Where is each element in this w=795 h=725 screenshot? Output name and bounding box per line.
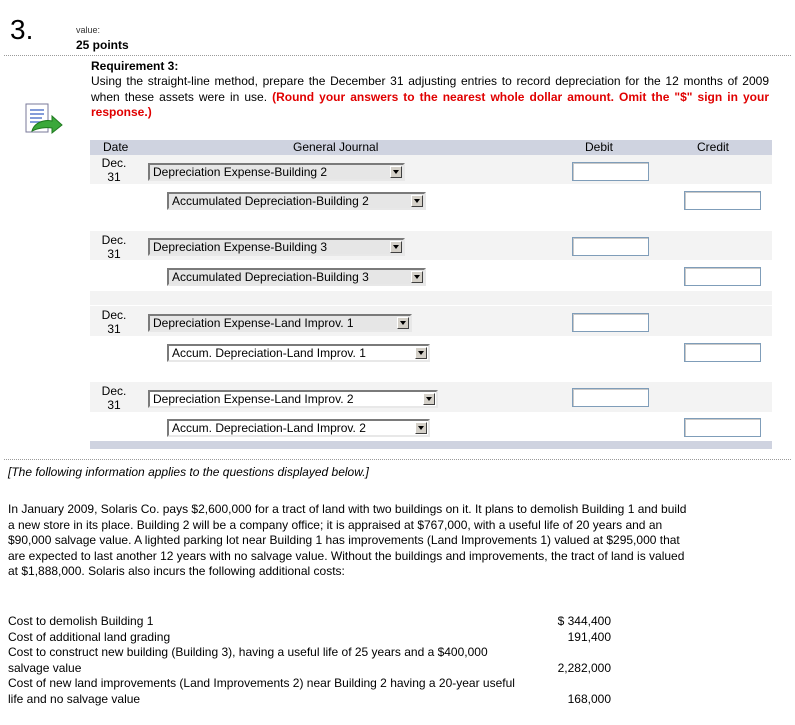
date-day: 31 — [107, 322, 121, 336]
info-paragraph: In January 2009, Solaris Co. pays $2,600,000 for a tract of land with two buildings on it. It plans to demolish Building 1 and build a new store in its place. Building 2 will be a company office; it is appraised at $767,000, with a useful life of 20 years and an $90,000 salvage value. A lighted parking lot near Building 1 has improvements (Land Improvements 1) valued at $295,000 that are expected to last another 12 years with no salvage value. Without the buildings and improvements, the tract of land is valued at $1,888,000. Solaris also incurs the following additional costs: — [8, 502, 687, 578]
select-value: Depreciation Expense-Building 2 — [153, 165, 328, 179]
entry-date — [94, 233, 134, 261]
debit-input[interactable] — [572, 313, 649, 332]
debit-account-select[interactable] — [148, 163, 405, 181]
cost-row — [8, 645, 618, 676]
journal-header — [90, 140, 772, 155]
select-value: Accumulated Depreciation-Building 2 — [172, 194, 369, 208]
entry-band — [90, 291, 772, 305]
value-label: value: — [76, 25, 101, 35]
divider-top — [4, 55, 791, 56]
credit-account-select[interactable] — [167, 419, 430, 437]
chevron-down-icon[interactable] — [415, 422, 427, 434]
select-value: Accum. Depreciation-Land Improv. 2 — [172, 421, 366, 435]
date-month: Dec. — [101, 308, 127, 322]
debit-account-select[interactable] — [148, 314, 412, 332]
date-month: Dec. — [101, 233, 127, 247]
cost-label: Cost of new land improvements (Land Improvements 2) near Building 2 having a 20-year useful life and no salvage value — [8, 676, 515, 706]
select-value: Depreciation Expense-Land Improv. 1 — [153, 316, 354, 330]
points-value: 25 points — [76, 38, 129, 52]
cost-row — [8, 614, 618, 630]
debit-input[interactable] — [572, 162, 649, 181]
chevron-down-icon[interactable] — [390, 241, 402, 253]
credit-account-select[interactable] — [167, 192, 426, 210]
credit-account-select[interactable] — [167, 268, 426, 286]
document-arrow-icon[interactable] — [22, 103, 64, 137]
requirement-text — [91, 74, 769, 121]
entry-date — [94, 308, 134, 336]
select-value: Depreciation Expense-Land Improv. 2 — [153, 392, 354, 406]
cost-label: Cost to demolish Building 1 — [8, 614, 154, 628]
cost-amount: 168,000 — [567, 691, 611, 706]
header-journal: General Journal — [293, 140, 379, 154]
cost-label: Cost of additional land grading — [8, 629, 171, 644]
debit-input[interactable] — [572, 388, 649, 407]
date-day: 31 — [107, 247, 121, 261]
credit-account-select[interactable] — [167, 344, 430, 362]
chevron-down-icon[interactable] — [411, 195, 423, 207]
select-value: Depreciation Expense-Building 3 — [153, 240, 328, 254]
requirement-instruction: (Round your answers to the nearest whole dollar amount. Omit the "$" sign in your response.) — [91, 89, 769, 119]
journal-footer-bar — [90, 441, 772, 449]
header-debit: Debit — [585, 140, 614, 154]
debit-input[interactable] — [572, 237, 649, 256]
cost-amount: $ 344,400 — [557, 614, 611, 628]
debit-account-select[interactable] — [148, 390, 438, 408]
requirement-body: Using the straight-line method, prepare the December 31 adjusting entries to record depreciation for the 12 months of 2009 when these assets were in use. — [91, 74, 769, 104]
credit-input[interactable] — [684, 343, 761, 362]
question-number: 3. — [10, 14, 34, 45]
cost-amount: 2,282,000 — [557, 660, 611, 675]
requirement-title: Requirement 3: — [91, 59, 179, 73]
select-value: Accum. Depreciation-Land Improv. 1 — [172, 346, 366, 360]
cost-label: Cost to construct new building (Building 3), having a useful life of 25 years and a $400,000 salvage value — [8, 645, 488, 675]
cost-row — [8, 676, 618, 707]
cost-amount: 191,400 — [567, 629, 611, 644]
date-month: Dec. — [101, 384, 127, 398]
cost-row — [8, 630, 618, 646]
date-day: 31 — [107, 170, 121, 184]
date-day: 31 — [107, 398, 121, 412]
chevron-down-icon[interactable] — [390, 166, 402, 178]
select-value: Accumulated Depreciation-Building 3 — [172, 270, 369, 284]
entry-date — [94, 384, 134, 412]
chevron-down-icon[interactable] — [423, 393, 435, 405]
chevron-down-icon[interactable] — [415, 347, 427, 359]
header-credit: Credit — [697, 140, 730, 154]
credit-input[interactable] — [684, 191, 761, 210]
header-date: Date — [103, 140, 129, 154]
cost-list — [8, 614, 618, 707]
info-note: [The following information applies to the questions displayed below.] — [8, 465, 369, 479]
debit-account-select[interactable] — [148, 238, 405, 256]
credit-input[interactable] — [684, 418, 761, 437]
chevron-down-icon[interactable] — [411, 271, 423, 283]
divider-info — [4, 459, 791, 460]
chevron-down-icon[interactable] — [397, 317, 409, 329]
credit-input[interactable] — [684, 267, 761, 286]
entry-date — [94, 156, 134, 184]
date-month: Dec. — [101, 156, 127, 170]
